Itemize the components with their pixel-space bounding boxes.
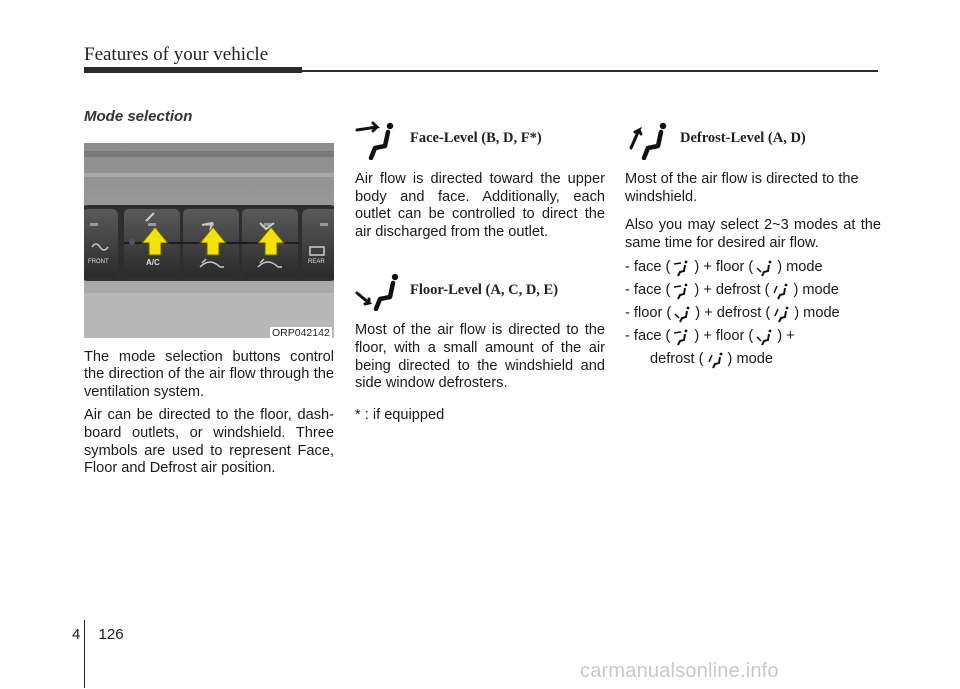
ac-label: A/C (146, 257, 160, 267)
footnote-if-equipped: * : if equipped (355, 406, 445, 423)
chapter-number: 4 (72, 626, 81, 643)
header-rule-thick (84, 67, 302, 73)
mode-combinations-list (625, 256, 881, 371)
floor-level-label: Floor-Level (A, C, D, E) (410, 281, 559, 298)
defrost-level-text: Most of the air flow is directed to the windshield. (625, 171, 859, 205)
column-2 (355, 108, 605, 424)
combo-face-floor: - face ( ) + floor ( ) mode (625, 259, 823, 276)
floor-icon (756, 328, 774, 346)
watermark: carmanualsonline.info (580, 660, 779, 682)
face-level-label: Face-Level (B, D, F*) (410, 130, 542, 147)
page-header-title: Features of your vehicle (84, 44, 269, 65)
floor-level-text: Most of the air flow is directed to the floor, with a small amount of the air being directed to the windshield and side window defrosters. (355, 322, 605, 392)
figure-code: ORP042142 (272, 326, 330, 338)
defrost-icon (772, 282, 790, 300)
page-number-value: 126 (98, 626, 124, 643)
defrost-icon (773, 305, 791, 323)
combo-face-defrost: - face ( ) + defrost ( ) mode (625, 282, 839, 299)
column-1 (84, 108, 334, 478)
floor-mode-icon (355, 269, 405, 311)
defrost-mode-icon (625, 118, 675, 160)
defrost-level-heading (625, 118, 881, 160)
face-level-text: Air flow is directed toward the upper body and face. Additionally, each outlet can be controlled to direct the air discharged from the outlet. (355, 171, 605, 240)
floor-level-heading (355, 269, 605, 311)
combos-intro: Also you may select 2~3 modes at the same time for desired air flow. (625, 217, 881, 251)
combo-floor-defrost: - floor ( ) + defrost ( ) mode (625, 305, 840, 322)
column-3 (625, 108, 881, 371)
face-mode-icon (355, 118, 405, 160)
page-number (72, 626, 124, 643)
face-icon (673, 328, 691, 346)
rear-label: REAR (308, 258, 325, 265)
combo-defrost-continuation: defrost ( ) mode (650, 351, 773, 368)
combo-face-floor-defrost: - face ( ) + floor ( ) + (625, 328, 795, 345)
defrost-icon (707, 351, 725, 369)
defrost-level-label: Defrost-Level (A, D) (680, 130, 806, 147)
face-level-heading (355, 118, 605, 160)
climate-panel-illustration (84, 143, 334, 338)
floor-icon (674, 305, 692, 323)
paragraph-mode-buttons: The mode selection buttons control the direction of the air flow through the ventilation system. (84, 348, 334, 400)
header-rule-thin (302, 70, 878, 72)
floor-icon (756, 259, 774, 277)
face-icon (673, 259, 691, 277)
control-panel-photo (84, 143, 334, 338)
paragraph-air-direction: Air can be directed to the floor, dash-board outlets, or windshield. Three symbols are used to represent Face, Floor and Defrost air position. (84, 407, 334, 477)
face-icon (673, 282, 691, 300)
section-title: Mode selection (84, 108, 193, 125)
front-label: FRONT (88, 258, 109, 265)
